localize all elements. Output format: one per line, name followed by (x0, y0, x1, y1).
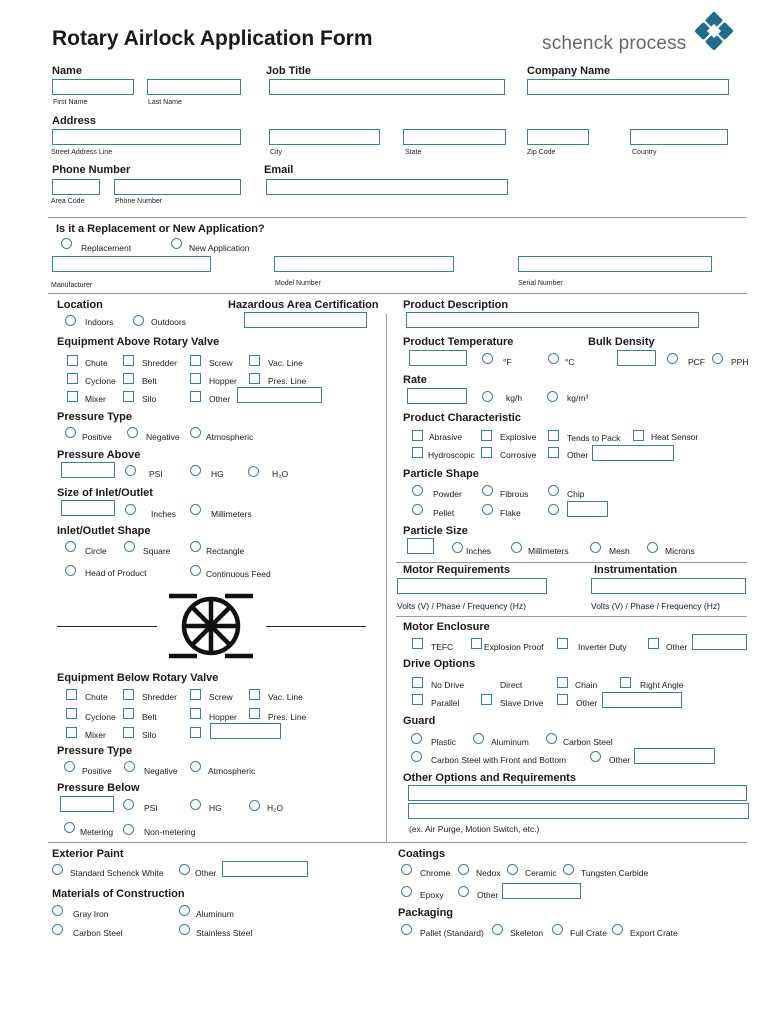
screw-checkbox[interactable] (190, 355, 201, 366)
stainless-steel-label: Stainless Steel (196, 928, 253, 938)
explosion-proof-label: Explosion Proof (484, 642, 544, 652)
positive-below-radio[interactable] (64, 761, 75, 772)
pph-label: PPH (731, 357, 749, 367)
product-desc-heading: Product Description (403, 299, 509, 311)
pressure-type-heading: Pressure Type (57, 411, 133, 423)
atmospheric-below-label: Atmospheric (208, 766, 256, 776)
first-name-label: First Name (53, 99, 88, 106)
motor-enclosure-heading: Motor Enclosure (403, 621, 490, 633)
bulk-density-heading: Bulk Density (588, 336, 655, 348)
explosive-checkbox[interactable] (481, 430, 492, 441)
mixer-checkbox[interactable] (67, 391, 78, 402)
pcf-radio[interactable] (667, 353, 678, 364)
particle-size-field[interactable] (407, 538, 434, 554)
model-number-field[interactable] (274, 256, 454, 272)
coating-other-radio[interactable] (458, 886, 469, 897)
mesh-radio[interactable] (590, 542, 601, 553)
area-code-field[interactable] (52, 179, 100, 195)
mesh-label: Mesh (609, 546, 630, 556)
outdoors-label: Outdoors (151, 317, 186, 327)
parallel-checkbox[interactable] (412, 694, 423, 705)
gray-iron-radio[interactable] (52, 905, 63, 916)
instrumentation-heading: Instrumentation (594, 564, 678, 576)
cyclone-below-label: Cyclone (85, 712, 116, 722)
full-crate-radio[interactable] (552, 924, 563, 935)
chute-below-checkbox[interactable] (66, 689, 77, 700)
kg-h-label: kg/h (506, 393, 523, 403)
pellet-radio[interactable] (412, 504, 423, 515)
rate-heading: Rate (403, 374, 427, 386)
symbol-line-right (266, 626, 366, 627)
screw-below-label: Screw (209, 692, 233, 702)
size-mm-label: Millimeters (528, 546, 569, 556)
phone-number-label: Phone Number (115, 198, 163, 205)
char-other-checkbox[interactable] (548, 447, 559, 458)
char-other-label: Other (567, 450, 589, 460)
drive-other-field[interactable] (602, 692, 682, 708)
negative-label: Negative (146, 432, 180, 442)
psi-below-radio[interactable] (123, 799, 134, 810)
pres-line-checkbox[interactable] (249, 373, 260, 384)
heat-sensor-checkbox[interactable] (633, 430, 644, 441)
abrasive-checkbox[interactable] (412, 430, 423, 441)
phone-heading: Phone Number (52, 164, 131, 176)
hopper-below-checkbox[interactable] (190, 708, 201, 719)
export-crate-label: Export Crate (630, 928, 678, 938)
inlet-shape-heading: Inlet/Outlet Shape (57, 525, 151, 537)
equip-above-other-field[interactable] (237, 387, 322, 403)
inverter-duty-label: Inverter Duty (578, 642, 627, 652)
inlet-size-heading: Size of Inlet/Outlet (57, 487, 153, 499)
fahrenheit-label: °F (503, 357, 512, 367)
psi-label: PSI (149, 469, 163, 479)
heat-sensor-label: Heat Sensor (651, 432, 699, 442)
motor-volts-label: Volts (V) / Phase / Frequency (Hz) (397, 601, 526, 611)
email-heading: Email (264, 164, 294, 176)
new-application-radio[interactable] (171, 238, 182, 249)
first-name-field[interactable] (52, 79, 134, 95)
millimeters-radio[interactable] (190, 504, 201, 515)
schenck-logo-icon (690, 8, 738, 54)
particle-size-heading: Particle Size (403, 525, 468, 537)
coating-other-field[interactable] (502, 883, 581, 899)
inlet-size-field[interactable] (61, 500, 115, 516)
psi-radio[interactable] (125, 465, 136, 476)
instrumentation-field[interactable] (591, 578, 746, 594)
other-opts-field-2[interactable] (408, 803, 749, 819)
email-field[interactable] (266, 179, 508, 195)
non-metering-label: Non-metering (144, 827, 196, 837)
enclosure-other-checkbox[interactable] (648, 638, 659, 649)
full-crate-label: Full Crate (570, 928, 607, 938)
paint-heading: Exterior Paint (52, 848, 124, 860)
corrosive-label: Corrosive (500, 450, 537, 460)
pressure-below-field[interactable] (60, 796, 114, 812)
chain-checkbox[interactable] (557, 677, 568, 688)
powder-radio[interactable] (412, 485, 423, 496)
belt-below-label: Belt (142, 712, 157, 722)
chute-checkbox[interactable] (67, 355, 78, 366)
h2o-radio[interactable] (248, 466, 259, 477)
company-field[interactable] (527, 79, 729, 95)
outdoors-radio[interactable] (133, 315, 144, 326)
kg-h-radio[interactable] (482, 391, 493, 402)
zip-field[interactable] (527, 129, 589, 145)
other-opts-field-1[interactable] (408, 785, 747, 801)
kg-m3-label: kg/m³ (567, 393, 589, 403)
abrasive-label: Abrasive (429, 432, 463, 442)
state-field[interactable] (403, 129, 506, 145)
tefc-label: TEFC (431, 642, 454, 652)
screw-below-checkbox[interactable] (190, 689, 201, 700)
product-char-heading: Product Characteristic (403, 412, 521, 424)
divider (396, 616, 747, 617)
replacement-radio[interactable] (61, 238, 72, 249)
microns-label: Microns (665, 546, 695, 556)
chute-below-label: Chute (85, 692, 108, 702)
model-number-label: Model Number (275, 280, 321, 287)
positive-below-label: Positive (82, 766, 112, 776)
drive-other-label: Other (576, 698, 598, 708)
product-desc-field[interactable] (406, 312, 699, 328)
product-temp-field[interactable] (409, 350, 467, 366)
vac-line-below-label: Vac. Line (268, 692, 303, 702)
zip-label: Zip Code (527, 149, 556, 156)
hydroscopic-label: Hydroscopic (428, 450, 475, 460)
mixer-label: Mixer (85, 394, 106, 404)
pressure-below-heading: Pressure Below (57, 782, 140, 794)
h2o-label: H₂O (272, 469, 289, 479)
other-opts-note: (ex. Air Purge, Motion Switch, etc.) (409, 824, 540, 834)
rectangle-radio[interactable] (190, 541, 201, 552)
right-angle-checkbox[interactable] (620, 677, 631, 688)
materials-heading: Materials of Construction (52, 888, 185, 900)
silo-checkbox[interactable] (123, 391, 134, 402)
phone-number-field[interactable] (114, 179, 241, 195)
hopper-below-label: Hopper (209, 712, 237, 722)
corrosive-checkbox[interactable] (481, 447, 492, 458)
silo-below-label: Silo (142, 730, 157, 740)
job-title-heading: Job Title (266, 65, 312, 77)
guard-other-label: Other (609, 755, 631, 765)
hg-label: HG (211, 469, 224, 479)
hopper-label: Hopper (209, 376, 237, 386)
last-name-field[interactable] (147, 79, 241, 95)
chrome-radio[interactable] (401, 864, 412, 875)
vac-line-label: Vac. Line (268, 358, 303, 368)
pallet-label: Pallet (Standard) (420, 928, 484, 938)
page-title: Rotary Airlock Application Form (52, 27, 373, 50)
explosion-proof-checkbox[interactable] (471, 638, 482, 649)
atmospheric-below-radio[interactable] (190, 761, 201, 772)
hg-radio[interactable] (190, 465, 201, 476)
silo-below-checkbox[interactable] (123, 727, 134, 738)
replacement-label: Replacement (81, 243, 132, 253)
hazardous-heading: Hazardous Area Certification (228, 299, 379, 311)
address-heading: Address (52, 115, 97, 127)
inches-label: Inches (151, 509, 177, 519)
metering-label: Metering (80, 827, 114, 837)
char-other-field[interactable] (592, 445, 674, 461)
motor-req-heading: Motor Requirements (403, 564, 510, 576)
state-label: State (405, 149, 422, 156)
negative-below-label: Negative (144, 766, 178, 776)
h2o-below-label: H₂O (267, 803, 284, 813)
negative-below-radio[interactable] (124, 761, 135, 772)
coatings-heading: Coatings (398, 848, 446, 860)
divider (48, 842, 747, 843)
carbon-steel-guard-radio[interactable] (546, 733, 557, 744)
hydroscopic-checkbox[interactable] (412, 447, 423, 458)
pressure-above-heading: Pressure Above (57, 449, 141, 461)
pressure-type-below-heading: Pressure Type (57, 745, 133, 757)
plastic-radio[interactable] (411, 733, 422, 744)
chrome-label: Chrome (420, 868, 451, 878)
other-below-checkbox[interactable] (190, 727, 201, 738)
other-checkbox[interactable] (190, 391, 201, 402)
serial-number-field[interactable] (518, 256, 712, 272)
h2o-below-radio[interactable] (249, 800, 260, 811)
job-title-field[interactable] (269, 79, 505, 95)
nedox-label: Nedox (476, 868, 501, 878)
pres-line-below-label: Pres. Line (268, 712, 307, 722)
chip-label: Chip (567, 489, 585, 499)
metering-radio[interactable] (64, 822, 75, 833)
pressure-above-field[interactable] (61, 462, 115, 478)
aluminum-guard-label: Aluminum (491, 737, 529, 747)
shredder-label: Shredder (142, 358, 177, 368)
skeleton-radio[interactable] (492, 924, 503, 935)
shape-other-field[interactable] (567, 501, 608, 517)
celsius-radio[interactable] (548, 353, 559, 364)
tends-to-pack-label: Tends to Pack (567, 433, 621, 443)
motor-volts-field[interactable] (397, 578, 547, 594)
aluminum-radio[interactable] (179, 905, 190, 916)
vac-line-checkbox[interactable] (249, 355, 260, 366)
instrumentation-volts-label: Volts (V) / Phase / Frequency (Hz) (591, 601, 720, 611)
country-field[interactable] (630, 129, 728, 145)
flake-radio[interactable] (482, 504, 493, 515)
packaging-heading: Packaging (398, 907, 454, 919)
street-label: Street Address Line (51, 149, 113, 156)
equip-below-heading: Equipment Below Rotary Valve (57, 672, 219, 684)
paint-other-label: Other (195, 868, 217, 878)
positive-label: Positive (82, 432, 112, 442)
other-opts-heading: Other Options and Requirements (403, 772, 576, 784)
gray-iron-label: Gray Iron (73, 909, 109, 919)
positive-radio[interactable] (65, 427, 76, 438)
new-application-label: New Application (189, 243, 250, 253)
aluminum-guard-radio[interactable] (473, 733, 484, 744)
head-of-product-radio[interactable] (65, 565, 76, 576)
enclosure-other-label: Other (666, 642, 688, 652)
manufacturer-field[interactable] (52, 256, 211, 272)
divider (396, 562, 747, 563)
right-angle-label: Right Angle (640, 680, 684, 690)
tends-to-pack-checkbox[interactable] (548, 430, 559, 441)
serial-number-label: Serial Number (518, 280, 563, 287)
atmospheric-radio[interactable] (190, 427, 201, 438)
drive-options-heading: Drive Options (403, 658, 476, 670)
circle-label: Circle (85, 546, 107, 556)
product-temp-heading: Product Temperature (403, 336, 514, 348)
chute-label: Chute (85, 358, 108, 368)
company-heading: Company Name (527, 65, 611, 77)
parallel-label: Parallel (431, 698, 460, 708)
pres-line-below-checkbox[interactable] (249, 708, 260, 719)
flake-label: Flake (500, 508, 521, 518)
epoxy-label: Epoxy (420, 890, 444, 900)
microns-radio[interactable] (647, 542, 658, 553)
square-radio[interactable] (124, 541, 135, 552)
inches-radio[interactable] (125, 504, 136, 515)
indoors-label: Indoors (85, 317, 114, 327)
negative-radio[interactable] (127, 427, 138, 438)
bulk-density-field[interactable] (617, 350, 656, 366)
country-label: Country (632, 149, 657, 156)
continuous-feed-label: Continuous Feed (206, 569, 271, 579)
fibrous-label: Fibrous (500, 489, 529, 499)
chain-label: Chain (575, 680, 598, 690)
non-metering-radio[interactable] (123, 824, 134, 835)
carbon-steel-label: Carbon Steel (73, 928, 123, 938)
no-drive-checkbox[interactable] (412, 677, 423, 688)
standard-white-radio[interactable] (52, 864, 63, 875)
brand-name: schenck process (542, 33, 687, 54)
pph-radio[interactable] (712, 353, 723, 364)
psi-below-label: PSI (144, 803, 158, 813)
hopper-checkbox[interactable] (190, 373, 201, 384)
skeleton-label: Skeleton (510, 928, 544, 938)
head-of-product-label: Head of Product (85, 568, 147, 578)
city-field[interactable] (269, 129, 380, 145)
pres-line-label: Pres. Line (268, 376, 307, 386)
tungsten-carbide-radio[interactable] (563, 864, 574, 875)
equip-above-heading: Equipment Above Rotary Valve (57, 336, 220, 348)
ceramic-label: Ceramic (525, 868, 557, 878)
tungsten-carbide-label: Tungsten Carbide (581, 868, 649, 878)
rate-field[interactable] (407, 388, 467, 404)
rectangle-label: Rectangle (206, 546, 245, 556)
guard-other-radio[interactable] (590, 751, 601, 762)
carbon-steel-radio[interactable] (52, 924, 63, 935)
shape-other-radio[interactable] (548, 504, 559, 515)
direct-label: Direct (500, 680, 523, 690)
epoxy-radio[interactable] (401, 886, 412, 897)
rotary-valve-symbol-icon (163, 591, 259, 661)
guard-heading: Guard (403, 715, 436, 727)
explosive-label: Explosive (500, 432, 537, 442)
pcf-label: PCF (688, 357, 705, 367)
cyclone-below-checkbox[interactable] (66, 708, 77, 719)
shredder-below-label: Shredder (142, 692, 177, 702)
tefc-checkbox[interactable] (412, 638, 423, 649)
divider (48, 293, 747, 294)
mixer-below-checkbox[interactable] (66, 727, 77, 738)
stainless-steel-radio[interactable] (179, 924, 190, 935)
mixer-below-label: Mixer (85, 730, 106, 740)
belt-checkbox[interactable] (123, 373, 134, 384)
pallet-radio[interactable] (401, 924, 412, 935)
size-mm-radio[interactable] (511, 542, 522, 553)
shredder-below-checkbox[interactable] (123, 689, 134, 700)
chip-radio[interactable] (548, 485, 559, 496)
carbon-steel-front-label: Carbon Steel with Front and Bottom (431, 755, 567, 765)
screw-label: Screw (209, 358, 233, 368)
aluminum-label: Aluminum (196, 909, 234, 919)
replacement-question: Is it a Replacement or New Application? (56, 223, 265, 235)
paint-other-radio[interactable] (179, 864, 190, 875)
location-heading: Location (57, 299, 103, 311)
atmospheric-label: Atmospheric (206, 432, 254, 442)
slave-drive-label: Slave Drive (500, 698, 544, 708)
last-name-label: Last Name (148, 99, 182, 106)
hg-below-radio[interactable] (190, 799, 201, 810)
paint-other-field[interactable] (222, 861, 308, 877)
kg-m3-radio[interactable] (547, 391, 558, 402)
name-heading: Name (52, 65, 82, 77)
silo-label: Silo (142, 394, 157, 404)
cyclone-checkbox[interactable] (67, 373, 78, 384)
no-drive-label: No Drive (431, 680, 465, 690)
nedox-radio[interactable] (458, 864, 469, 875)
carbon-steel-guard-label: Carbon Steel (563, 737, 613, 747)
fibrous-radio[interactable] (482, 485, 493, 496)
city-label: City (270, 149, 283, 156)
hazardous-field[interactable] (244, 312, 367, 328)
guard-other-field[interactable] (634, 748, 715, 764)
square-label: Square (143, 546, 171, 556)
ceramic-radio[interactable] (507, 864, 518, 875)
particle-shape-heading: Particle Shape (403, 468, 479, 480)
continuous-feed-radio[interactable] (190, 565, 201, 576)
coating-other-label: Other (477, 890, 499, 900)
standard-white-label: Standard Schenck White (70, 868, 164, 878)
size-inches-label: Inches (466, 546, 492, 556)
plastic-label: Plastic (431, 737, 457, 747)
slave-drive-checkbox[interactable] (481, 694, 492, 705)
street-field[interactable] (52, 129, 241, 145)
export-crate-radio[interactable] (612, 924, 623, 935)
other-label: Other (209, 394, 231, 404)
size-inches-radio[interactable] (452, 542, 463, 553)
hg-below-label: HG (209, 803, 222, 813)
circle-radio[interactable] (65, 541, 76, 552)
fahrenheit-radio[interactable] (482, 353, 493, 364)
cyclone-label: Cyclone (85, 376, 116, 386)
belt-below-checkbox[interactable] (123, 708, 134, 719)
celsius-label: °C (565, 357, 575, 367)
shredder-checkbox[interactable] (123, 355, 134, 366)
manufacturer-label: Manufacturer (51, 282, 93, 289)
drive-other-checkbox[interactable] (557, 694, 568, 705)
vac-line-below-checkbox[interactable] (249, 689, 260, 700)
equip-below-other-field[interactable] (210, 723, 281, 739)
millimeters-label: Millimeters (211, 509, 252, 519)
column-divider (386, 314, 387, 842)
area-code-label: Area Code (51, 198, 85, 205)
carbon-steel-front-radio[interactable] (411, 751, 422, 762)
divider (48, 217, 747, 218)
symbol-line-left (57, 626, 157, 627)
inverter-duty-checkbox[interactable] (557, 638, 568, 649)
belt-label: Belt (142, 376, 157, 386)
enclosure-other-field[interactable] (692, 634, 747, 650)
indoors-radio[interactable] (65, 315, 76, 326)
powder-label: Powder (433, 489, 462, 499)
pellet-label: Pellet (433, 508, 455, 518)
